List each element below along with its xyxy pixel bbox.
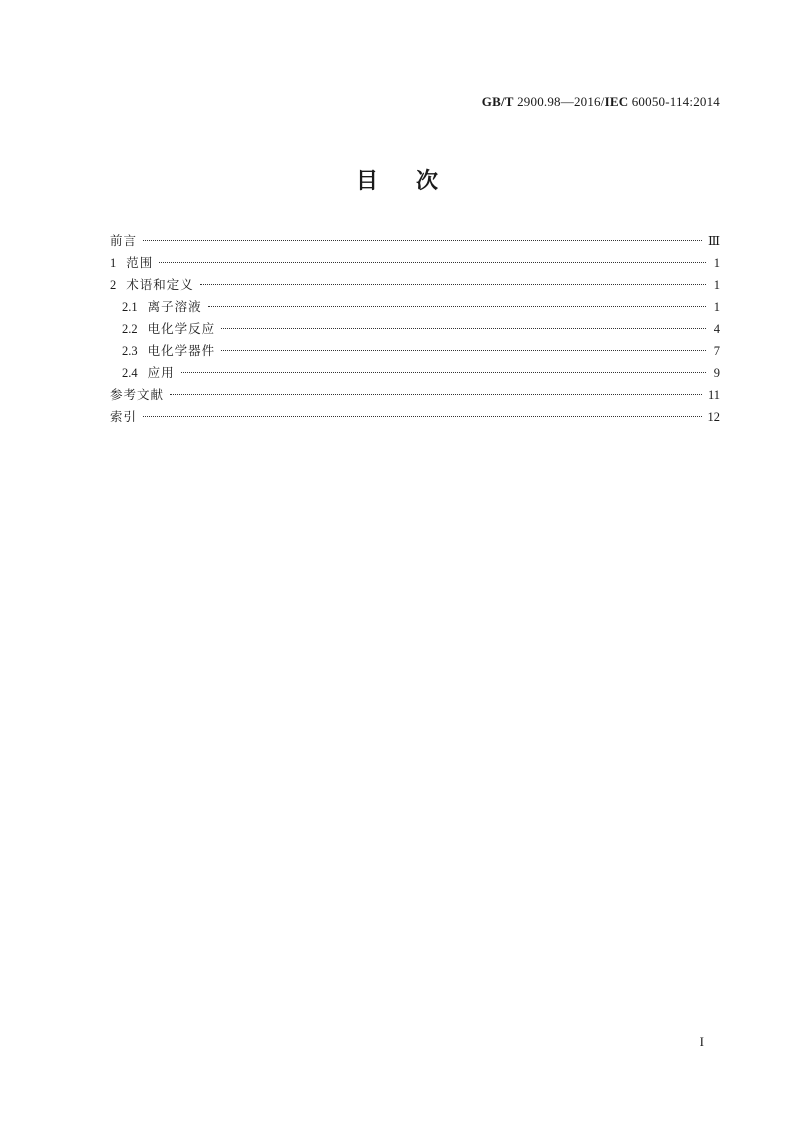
toc-entry-electrochemical-devices[interactable] [110,340,720,362]
toc-leader-dots [181,372,706,373]
standard-number-value: 2900.98—2016/ [517,94,605,109]
toc-section-number: 2.2 [122,322,138,336]
toc-leader-dots [221,350,706,351]
toc-entry-index[interactable] [110,406,720,428]
table-of-contents [110,230,720,428]
toc-leader-dots [221,328,706,329]
page-number: I [699,1034,704,1049]
toc-leader-dots [159,262,706,263]
page-title: 目次 [355,169,476,194]
toc-entry-text: 参考文献 [110,387,165,402]
standard-number [482,94,720,110]
toc-entry-electrochemical-reactions[interactable] [110,318,720,340]
toc-entry-text: 电化学器件 [147,343,216,358]
toc-entry-foreword[interactable] [110,230,720,252]
toc-section-number: 2.4 [122,366,138,380]
toc-leader-dots [170,394,702,395]
toc-page-number: 1 [713,256,720,270]
toc-section-number: 1 [110,256,117,270]
toc-entry-ionic-solutions[interactable] [110,296,720,318]
toc-leader-dots [143,240,702,241]
iec-number-value: 60050-114:2014 [631,94,720,109]
toc-page-number: 11 [707,388,720,402]
toc-leader-dots [208,306,706,307]
toc-page-number: 1 [713,278,720,292]
iec-prefix: IEC [604,94,629,109]
toc-page-number: 12 [707,410,720,424]
toc-entry-applications[interactable] [110,362,720,384]
toc-entry-scope[interactable] [110,252,720,274]
toc-page-number: 1 [713,300,720,314]
toc-entry-text: 离子溶液 [147,299,202,314]
toc-section-number: 2.1 [122,300,138,314]
toc-entry-terms-definitions[interactable] [110,274,720,296]
standard-prefix: GB/T [481,94,514,109]
toc-section-number: 2 [110,278,117,292]
toc-page-number: 4 [713,322,720,336]
toc-entry-bibliography[interactable] [110,384,720,406]
toc-entry-text: 术语和定义 [126,277,194,292]
toc-section-number: 2.3 [122,344,138,358]
toc-page-number: 7 [713,344,720,358]
toc-entry-text: 电化学反应 [147,321,216,336]
toc-entry-text: 范围 [126,255,154,270]
toc-entry-text: 前言 [110,233,138,248]
toc-page-number: 9 [713,366,720,380]
toc-leader-dots [143,416,701,417]
toc-page-number: Ⅲ [707,234,720,248]
toc-entry-text: 索引 [110,409,138,424]
toc-leader-dots [200,284,706,285]
toc-entry-text: 应用 [147,365,175,380]
